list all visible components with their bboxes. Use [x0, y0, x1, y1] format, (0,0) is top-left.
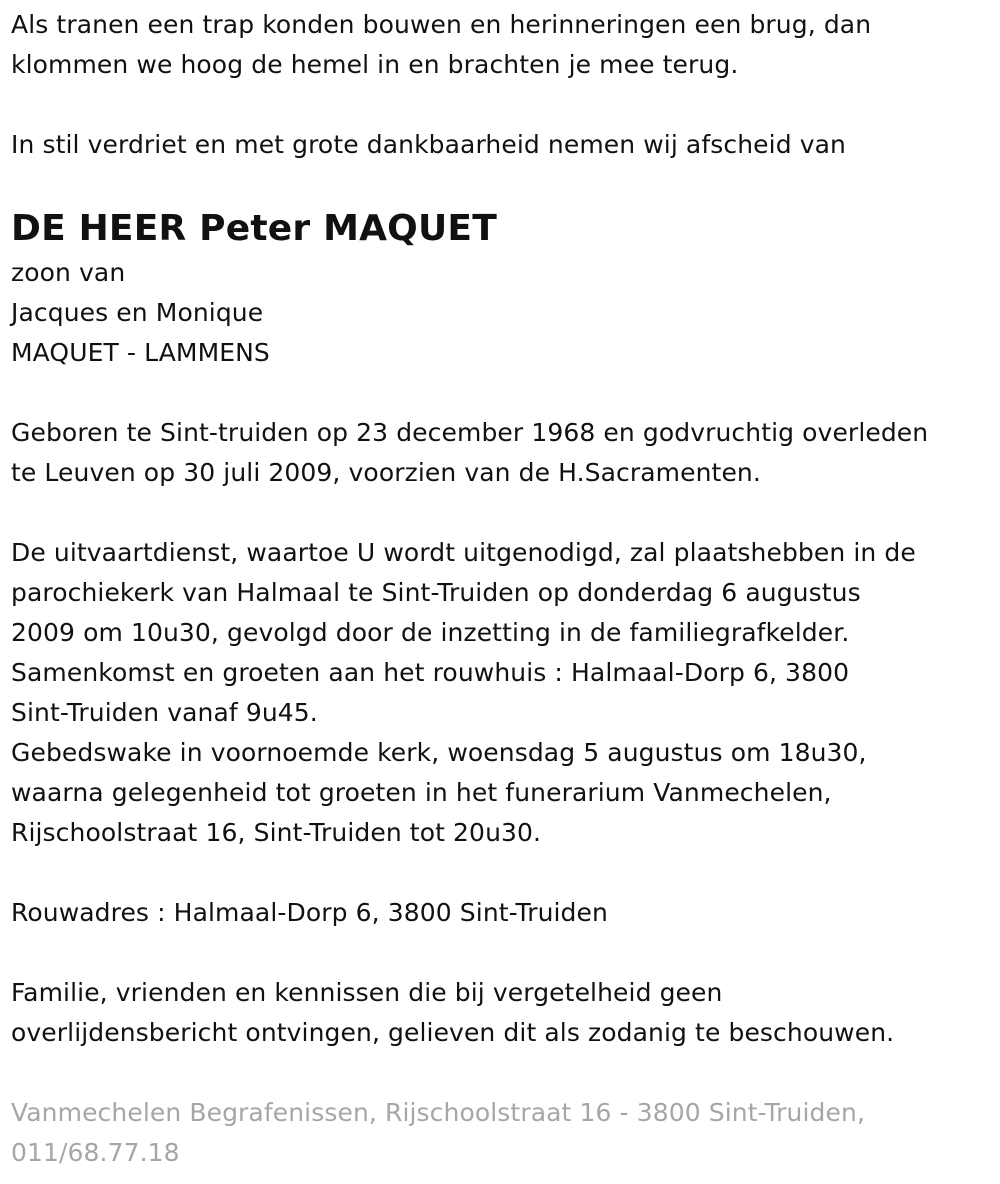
funeral-home-footer — [11, 1093, 991, 1173]
ceremony-text — [11, 533, 991, 853]
closing-line: Familie, vrienden en kennissen die bij vergetelheid geen — [11, 978, 723, 1007]
spacer — [11, 493, 991, 533]
parents — [11, 253, 991, 373]
spacer — [11, 373, 991, 413]
ceremony-line: waarna gelegenheid tot groeten in het funerarium Vanmechelen, — [11, 778, 832, 807]
parents-line: zoon van — [11, 258, 126, 287]
spacer — [11, 85, 991, 125]
closing-line: overlijdensbericht ontvingen, gelieven dit als zodanig te beschouwen. — [11, 1018, 895, 1047]
ceremony-line: Rijschoolstraat 16, Sint-Truiden tot 20u30. — [11, 818, 542, 847]
footer-line: Vanmechelen Begrafenissen, Rijschoolstraat 16 - 3800 Sint-Truiden, — [11, 1098, 865, 1127]
ceremony-line: parochiekerk van Halmaal te Sint-Truiden op donderdag 6 augustus — [11, 578, 861, 607]
footer-line: 011/68.77.18 — [11, 1138, 180, 1167]
birth-death-line: te Leuven op 30 juli 2009, voorzien van de H.Sacramenten. — [11, 458, 761, 487]
closing-text — [11, 973, 991, 1053]
poem-line: klommen we hoog de hemel in en brachten je mee terug. — [11, 50, 739, 79]
mourning-address: Rouwadres : Halmaal-Dorp 6, 3800 Sint-Truiden — [11, 898, 608, 927]
spacer — [11, 933, 991, 973]
spacer — [11, 165, 991, 205]
poem-line: Als tranen een trap konden bouwen en herinneringen een brug, dan — [11, 10, 872, 39]
ceremony-line: Sint-Truiden vanaf 9u45. — [11, 698, 318, 727]
poem — [11, 5, 991, 85]
parents-line: Jacques en Monique — [11, 298, 264, 327]
ceremony-line: De uitvaartdienst, waartoe U wordt uitgenodigd, zal plaatshebben in de — [11, 538, 916, 567]
spacer — [11, 1053, 991, 1093]
birth-death-line: Geboren te Sint-truiden op 23 december 1968 en godvruchtig overleden — [11, 418, 929, 447]
ceremony-line: Gebedswake in voornoemde kerk, woensdag 5 augustus om 18u30, — [11, 738, 867, 767]
ceremony-line: Samenkomst en groeten aan het rouwhuis : Halmaal-Dorp 6, 3800 — [11, 658, 850, 687]
birth-death-text — [11, 413, 991, 493]
parents-line: MAQUET - LAMMENS — [11, 338, 270, 367]
deceased-name: DE HEER Peter MAQUET — [11, 208, 497, 249]
spacer — [11, 853, 991, 893]
ceremony-line: 2009 om 10u30, gevolgd door de inzetting in de familiegrafkelder. — [11, 618, 850, 647]
intro-text: In stil verdriet en met grote dankbaarheid nemen wij afscheid van — [11, 130, 846, 159]
death-notice — [11, 5, 991, 1173]
